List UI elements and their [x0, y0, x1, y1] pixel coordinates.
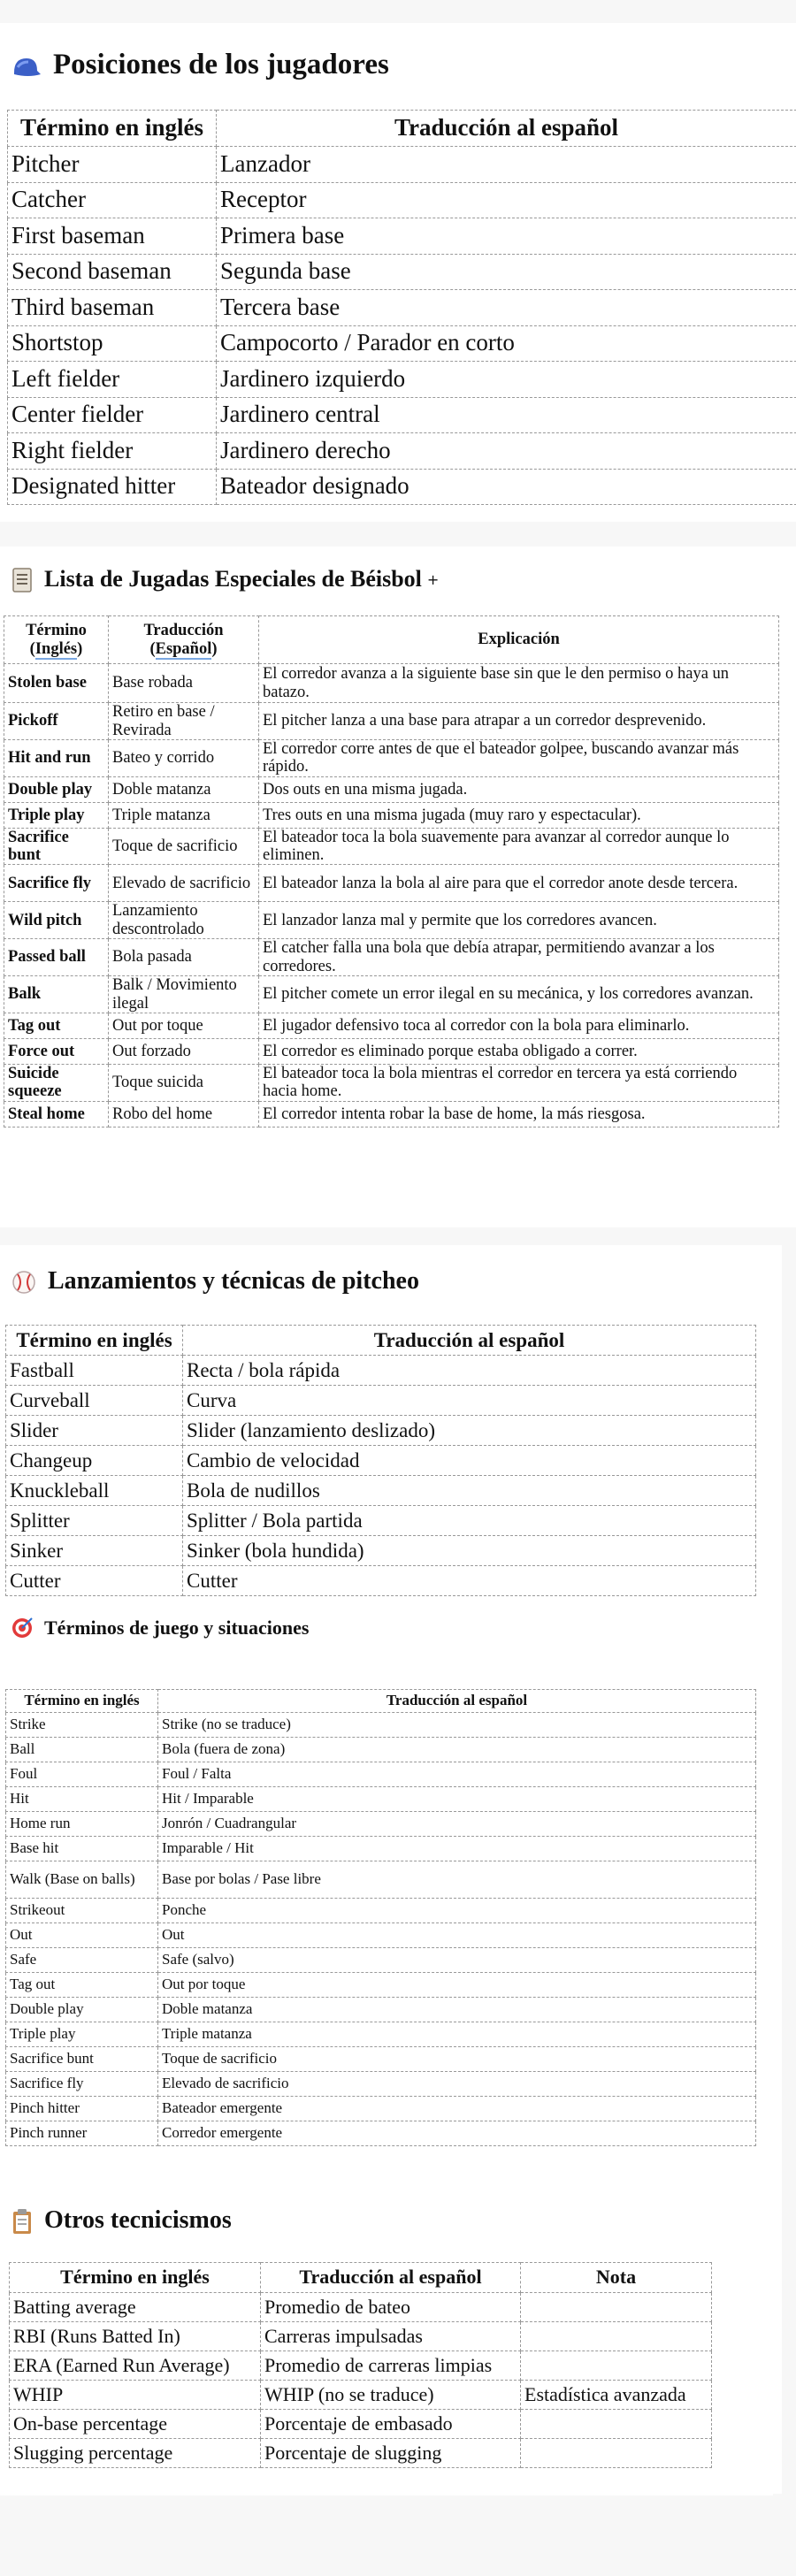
table-cell: Triple play: [4, 802, 109, 828]
table-cell: Base hit: [6, 1837, 158, 1861]
table-cell: Hit and run: [4, 740, 109, 777]
table-cell: Out por toque: [109, 1013, 259, 1039]
table-row: [4, 664, 779, 703]
table-cell: Campocorto / Parador en corto: [217, 325, 796, 362]
table-cell: WHIP: [10, 2381, 261, 2410]
special-plays-title: Lista de Jugadas Especiales de Béisbol: [44, 566, 422, 592]
table-cell: Pinch runner: [6, 2121, 158, 2146]
table-cell: [521, 2410, 712, 2439]
table-cell: Strike (no se traduce): [158, 1713, 756, 1738]
table-cell: Balk / Movimiento ilegal: [109, 976, 259, 1013]
positions-section: [0, 23, 796, 522]
table-cell: Porcentaje de embasado: [261, 2410, 521, 2439]
table-row: [4, 802, 779, 828]
table-row: [6, 1738, 756, 1762]
table-row: [6, 1416, 756, 1446]
table-cell: Center fielder: [8, 397, 217, 433]
table-cell: Batting average: [10, 2293, 261, 2322]
table-cell: Triple matanza: [109, 802, 259, 828]
table-row: [8, 290, 796, 326]
table-cell: Ponche: [158, 1899, 756, 1923]
table-cell: Elevado de sacrificio: [158, 2072, 756, 2097]
table-cell: Right fielder: [8, 433, 217, 470]
table-cell: Bateo y corrido: [109, 740, 259, 777]
table-row: [6, 2047, 756, 2072]
table-cell: Changeup: [6, 1446, 183, 1476]
table-row: [6, 1948, 756, 1973]
header-translation: Traducción al español: [217, 111, 796, 147]
table-cell: Bola de nudillos: [183, 1476, 756, 1506]
table-row: [6, 1762, 756, 1787]
table-cell: Imparable / Hit: [158, 1837, 756, 1861]
table-cell: Designated hitter: [8, 469, 217, 505]
table-cell: Promedio de carreras limpias: [261, 2351, 521, 2381]
table-cell: First baseman: [8, 218, 217, 255]
table-cell: [521, 2293, 712, 2322]
table-cell: Toque de sacrificio: [109, 828, 259, 865]
table-cell: Tag out: [6, 1973, 158, 1998]
table-row: [4, 939, 779, 976]
table-row: [10, 2381, 712, 2410]
table-cell: RBI (Runs Batted In): [10, 2322, 261, 2351]
table-cell: Dos outs en una misma jugada.: [259, 776, 779, 802]
table-cell: Out por toque: [158, 1973, 756, 1998]
pitches-title-row: [11, 1266, 419, 1296]
table-cell: Catcher: [8, 182, 217, 218]
table-row: [6, 1973, 756, 1998]
table-row: [8, 218, 796, 255]
table-cell: El jugador defensivo toca al corredor con la bola para eliminarlo.: [259, 1013, 779, 1039]
table-cell: Tres outs en una misma jugada (muy raro y espectacular).: [259, 802, 779, 828]
header-term: Término en inglés: [8, 111, 217, 147]
table-cell: Segunda base: [217, 254, 796, 290]
table-cell: El corredor avanza a la siguiente base sin que le den permiso o haya un batazo.: [259, 664, 779, 703]
table-cell: Ball: [6, 1738, 158, 1762]
table-row: [4, 1101, 779, 1127]
table-row: [4, 902, 779, 939]
table-cell: Knuckleball: [6, 1476, 183, 1506]
table-cell: Passed ball: [4, 939, 109, 976]
table-cell: Strikeout: [6, 1899, 158, 1923]
table-cell: Stolen base: [4, 664, 109, 703]
table-cell: Pickoff: [4, 703, 109, 740]
others-section: [0, 2177, 773, 2496]
table-cell: Doble matanza: [109, 776, 259, 802]
table-cell: [521, 2439, 712, 2468]
header-explanation: Explicación: [259, 616, 779, 664]
table-cell: Bateador designado: [217, 469, 796, 505]
positions-title-row: [11, 48, 389, 82]
header-translation: Traducción (Español): [109, 616, 259, 664]
table-cell: Walk (Base on balls): [6, 1861, 158, 1899]
table-row: [6, 1713, 756, 1738]
baseball-cap-icon: [11, 48, 42, 82]
table-cell: Foul: [6, 1762, 158, 1787]
table-cell: [521, 2351, 712, 2381]
table-cell: Steal home: [4, 1101, 109, 1127]
table-row: [4, 776, 779, 802]
table-row: [6, 1506, 756, 1536]
table-row: [6, 1998, 756, 2022]
table-row: [10, 2293, 712, 2322]
table-row: [8, 254, 796, 290]
table-cell: Fastball: [6, 1356, 183, 1386]
table-cell: Bola (fuera de zona): [158, 1738, 756, 1762]
pitches-title: Lanzamientos y técnicas de pitcheo: [48, 1266, 419, 1295]
table-cell: Pitcher: [8, 147, 217, 183]
table-cell: Out: [158, 1923, 756, 1948]
table-row: [6, 1446, 756, 1476]
add-section-button[interactable]: +: [426, 570, 440, 588]
baseball-icon: [11, 1266, 37, 1296]
table-cell: Bateador emergente: [158, 2097, 756, 2121]
table-cell: Jonrón / Cuadrangular: [158, 1812, 756, 1837]
table-cell: Cutter: [6, 1566, 183, 1596]
table-cell: Triple matanza: [158, 2022, 756, 2047]
table-cell: Sacrifice bunt: [6, 2047, 158, 2072]
header-term: Término en inglés: [6, 1326, 183, 1356]
table-cell: Shortstop: [8, 325, 217, 362]
table-cell: Left fielder: [8, 362, 217, 398]
header-term: Término en inglés: [6, 1690, 158, 1713]
table-cell: Tercera base: [217, 290, 796, 326]
table-row: [10, 2351, 712, 2381]
table-cell: Curva: [183, 1386, 756, 1416]
others-table: [9, 2262, 712, 2468]
table-cell: Slider: [6, 1416, 183, 1446]
table-cell: Third baseman: [8, 290, 217, 326]
table-row: [6, 2072, 756, 2097]
table-cell: Splitter: [6, 1506, 183, 1536]
table-cell: El bateador lanza la bola al aire para que el corredor anote desde tercera.: [259, 865, 779, 902]
table-cell: Hit: [6, 1787, 158, 1812]
table-cell: Elevado de sacrificio: [109, 865, 259, 902]
table-row: [6, 1812, 756, 1837]
table-cell: Slugging percentage: [10, 2439, 261, 2468]
table-cell: Triple play: [6, 2022, 158, 2047]
table-cell: Jardinero derecho: [217, 433, 796, 470]
header-term: Término (Inglés): [4, 616, 109, 664]
scroll-icon: [11, 566, 34, 593]
pitches-table: [5, 1325, 756, 1596]
table-row: [6, 1356, 756, 1386]
table-row: [4, 740, 779, 777]
table-cell: Sinker: [6, 1536, 183, 1566]
special-plays-title-row: [11, 566, 439, 593]
positions-table: [7, 110, 796, 505]
table-row: [8, 325, 796, 362]
table-cell: El bateador toca la bola suavemente para avanzar al corredor aunque lo eliminen.: [259, 828, 779, 865]
table-cell: Carreras impulsadas: [261, 2322, 521, 2351]
table-cell: Primera base: [217, 218, 796, 255]
table-cell: El corredor corre antes de que el bateador golpee, buscando avanzar más rápido.: [259, 740, 779, 777]
header-translation: Traducción al español: [158, 1690, 756, 1713]
table-cell: Out forzado: [109, 1039, 259, 1065]
table-row: [8, 433, 796, 470]
table-row: [4, 1065, 779, 1102]
table-cell: El catcher falla una bola que debía atrapar, permitiendo avanzar a los corredores.: [259, 939, 779, 976]
table-cell: El corredor es eliminado porque estaba obligado a correr.: [259, 1039, 779, 1065]
table-cell: Base robada: [109, 664, 259, 703]
table-cell: Toque suicida: [109, 1065, 259, 1102]
table-cell: Sacrifice fly: [4, 865, 109, 902]
table-row: [6, 2121, 756, 2146]
table-cell: Home run: [6, 1812, 158, 1837]
table-cell: Sinker (bola hundida): [183, 1536, 756, 1566]
header-translation: Traducción al español: [183, 1326, 756, 1356]
table-cell: Hit / Imparable: [158, 1787, 756, 1812]
table-cell: Corredor emergente: [158, 2121, 756, 2146]
table-cell: Bola pasada: [109, 939, 259, 976]
table-row: [6, 1787, 756, 1812]
table-cell: Estadística avanzada: [521, 2381, 712, 2410]
table-cell: Cambio de velocidad: [183, 1446, 756, 1476]
table-row: [10, 2439, 712, 2468]
table-cell: Curveball: [6, 1386, 183, 1416]
table-cell: Safe: [6, 1948, 158, 1973]
table-cell: Sacrifice bunt: [4, 828, 109, 865]
table-row: [4, 1013, 779, 1039]
table-cell: Sacrifice fly: [6, 2072, 158, 2097]
target-icon: [11, 1617, 34, 1640]
header-note: Nota: [521, 2263, 712, 2293]
table-cell: Lanzador: [217, 147, 796, 183]
table-row: [6, 1837, 756, 1861]
game-terms-title: Términos de juego y situaciones: [44, 1617, 310, 1639]
table-cell: Double play: [4, 776, 109, 802]
table-row: [6, 1899, 756, 1923]
table-cell: Robo del home: [109, 1101, 259, 1127]
table-cell: El corredor intenta robar la base de home, la más riesgosa.: [259, 1101, 779, 1127]
table-row: [10, 2410, 712, 2439]
table-cell: Jardinero central: [217, 397, 796, 433]
table-cell: On-base percentage: [10, 2410, 261, 2439]
special-plays-table: [4, 615, 779, 1127]
table-row: [6, 1861, 756, 1899]
table-cell: Out: [6, 1923, 158, 1948]
table-cell: Promedio de bateo: [261, 2293, 521, 2322]
table-cell: El lanzador lanza mal y permite que los corredores avancen.: [259, 902, 779, 939]
table-cell: Slider (lanzamiento deslizado): [183, 1416, 756, 1446]
table-cell: El bateador toca la bola mientras el corredor en tercera ya está corriendo hacia home.: [259, 1065, 779, 1102]
table-cell: Double play: [6, 1998, 158, 2022]
table-cell: Jardinero izquierdo: [217, 362, 796, 398]
table-cell: El pitcher comete un error ilegal en su mecánica, y los corredores avanzan.: [259, 976, 779, 1013]
table-cell: Foul / Falta: [158, 1762, 756, 1787]
table-cell: Cutter: [183, 1566, 756, 1596]
table-row: [8, 147, 796, 183]
table-cell: Retiro en base / Revirada: [109, 703, 259, 740]
table-cell: Doble matanza: [158, 1998, 756, 2022]
table-row: [4, 1039, 779, 1065]
table-cell: Balk: [4, 976, 109, 1013]
header-term: Término en inglés: [10, 2263, 261, 2293]
others-title: Otros tecnicismos: [44, 2206, 232, 2234]
table-cell: Force out: [4, 1039, 109, 1065]
table-row: [6, 1536, 756, 1566]
table-row: [4, 703, 779, 740]
table-row: [8, 362, 796, 398]
table-cell: Base por bolas / Pase libre: [158, 1861, 756, 1899]
table-cell: Receptor: [217, 182, 796, 218]
table-cell: Safe (salvo): [158, 1948, 756, 1973]
table-cell: ERA (Earned Run Average): [10, 2351, 261, 2381]
table-cell: Tag out: [4, 1013, 109, 1039]
table-row: [4, 865, 779, 902]
table-cell: El pitcher lanza a una base para atrapar a un corredor desprevenido.: [259, 703, 779, 740]
table-row: [8, 397, 796, 433]
table-cell: Splitter / Bola partida: [183, 1506, 756, 1536]
table-cell: [521, 2322, 712, 2351]
table-cell: Suicide squeeze: [4, 1065, 109, 1102]
table-cell: Recta / bola rápida: [183, 1356, 756, 1386]
header-translation: Traducción al español: [261, 2263, 521, 2293]
table-row: [6, 1476, 756, 1506]
table-cell: Lanzamiento descontrolado: [109, 902, 259, 939]
table-row: [6, 1386, 756, 1416]
table-cell: WHIP (no se traduce): [261, 2381, 521, 2410]
table-row: [8, 469, 796, 505]
table-row: [6, 1566, 756, 1596]
game-terms-title-row: [11, 1617, 309, 1640]
table-cell: Second baseman: [8, 254, 217, 290]
table-row: [6, 1923, 756, 1948]
table-row: [10, 2322, 712, 2351]
table-cell: Strike: [6, 1713, 158, 1738]
others-title-row: [11, 2205, 232, 2236]
table-cell: Wild pitch: [4, 902, 109, 939]
table-row: [8, 182, 796, 218]
table-cell: Porcentaje de slugging: [261, 2439, 521, 2468]
game-terms-table: [5, 1689, 756, 2146]
positions-title: Posiciones de los jugadores: [53, 49, 389, 80]
table-cell: Pinch hitter: [6, 2097, 158, 2121]
table-cell: Toque de sacrificio: [158, 2047, 756, 2072]
special-plays-section: [0, 547, 796, 1227]
table-row: [4, 976, 779, 1013]
table-row: [6, 2097, 756, 2121]
clipboard-icon: [11, 2205, 34, 2236]
table-row: [4, 828, 779, 865]
table-row: [6, 2022, 756, 2047]
